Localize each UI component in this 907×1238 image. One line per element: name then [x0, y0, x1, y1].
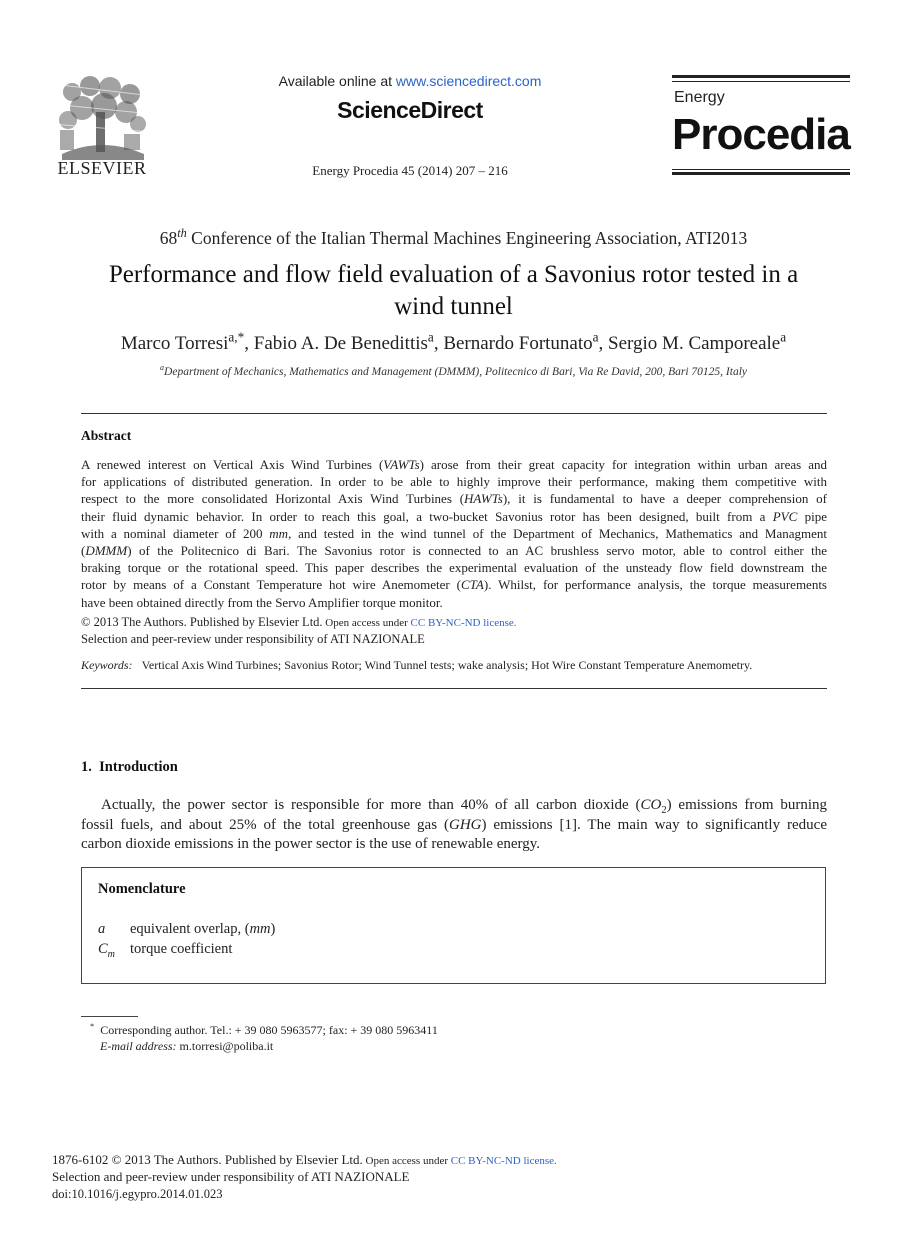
corresponding-author-text: Corresponding author. Tel.: + 39 080 5963577; fax: + 39 080 5963411 [100, 1023, 438, 1037]
paper-title-line-2: wind tunnel [394, 293, 513, 320]
author [608, 329, 787, 354]
nomenclature-definition: equivalent overlap, (mm) [130, 921, 276, 937]
author-affiliation-marker: a [427, 329, 434, 345]
text-line: braking torque or the rotational speed. This paper describes the experimental evaluation of the unsteady flow field downstream the [81, 560, 827, 576]
nomenclature-heading: Nomenclature [98, 881, 186, 897]
copyright-text: © 2013 The Authors. Published by Elsevier Ltd. [81, 615, 323, 629]
logo-bottom-rule-thin [672, 169, 850, 170]
abstract-bottom-rule [81, 688, 827, 689]
abstract-body [81, 456, 827, 611]
elsevier-tree-icon [52, 74, 152, 160]
author-name: Fabio A. De Benedittis [253, 333, 428, 354]
author-name: Bernardo Fortunato [443, 333, 593, 354]
footer-open-access-prefix: Open access under [362, 1155, 451, 1167]
keywords [81, 658, 827, 673]
journal-name-energy: Energy [674, 89, 725, 106]
footer-peer-review: Selection and peer-review under responsibility of ATI NAZIONALE [52, 1169, 410, 1184]
author-separator: , [244, 333, 254, 354]
text-line: with a nominal diameter of 200 mm, and tested in the wind tunnel of the Department of Mechanics, Mathematics and Managment [81, 525, 827, 541]
nomenclature-box [81, 867, 826, 984]
nomenclature-item [98, 919, 798, 939]
footnote-rule [81, 1016, 138, 1017]
text-line: fossil fuels, and about 25% of the total greenhouse gas (GHG) emissions [1]. The main way to significantly reduce [81, 816, 827, 833]
footer-issn-text: 1876-6102 © 2013 The Authors. Published by Elsevier Ltd. [52, 1152, 363, 1167]
author [120, 329, 245, 354]
author-affiliation-marker: a [780, 329, 787, 345]
journal-name-procedia: Procedia [672, 110, 850, 159]
keywords-text: Vertical Axis Wind Turbines; Savonius Rotor; Wind Tunnel tests; wake analysis; Hot Wire Constant Temperature Anemometry. [141, 658, 753, 672]
footnote-marker: * [90, 1022, 95, 1031]
keywords-label: Keywords: [81, 658, 133, 672]
text-line: (DMMM) of the Politecnico di Bari. The Savonius rotor is connected to an AC brushless servo motor, able to control either the [81, 543, 827, 559]
footer-issn [52, 1152, 557, 1168]
paper-title-line-1: Performance and flow field evaluation of a Savonius rotor tested in a [108, 261, 799, 288]
abstract-heading: Abstract [81, 428, 132, 443]
footnote-corresponding [90, 1023, 438, 1038]
available-online [240, 73, 580, 89]
logo-bottom-rule [672, 172, 850, 175]
elsevier-logo [52, 74, 152, 178]
text-line: have been obtained directly from the Servo Amplifier torque monitor. [81, 594, 443, 610]
introduction-body [81, 796, 827, 855]
author [443, 329, 599, 354]
section-heading-introduction: 1. Introduction [81, 759, 178, 775]
affiliation-marker: a [160, 363, 165, 373]
abstract-copyright [81, 615, 827, 630]
text-line: respect to the more consolidated Horizontal Axis Wind Turbines (HAWTs), it is fundamental to have a deeper comprehension of [81, 491, 827, 507]
email-label: E-mail address: [100, 1039, 177, 1053]
footer-doi: doi:10.1016/j.egypro.2014.01.023 [52, 1187, 223, 1201]
conference-line [40, 228, 867, 249]
author-affiliation-marker: a,* [228, 329, 245, 345]
sciencedirect-wordmark: ScienceDirect [337, 97, 483, 123]
logo-top-rule-thin [672, 81, 850, 82]
paper-title [40, 259, 867, 323]
license-link[interactable]: CC BY-NC-ND license. [410, 617, 517, 629]
nomenclature-list [98, 919, 798, 959]
text-line: for applications of distributed generation. In order to be able to highly improve their performance, making them competitive with [81, 474, 827, 490]
author-separator: , [433, 333, 444, 354]
footnote-email [100, 1039, 273, 1054]
author-affiliation-marker: a [592, 329, 599, 345]
nomenclature-symbol: a [98, 921, 106, 937]
author-separator: , [598, 333, 609, 354]
journal-citation: Energy Procedia 45 (2014) 207 – 216 [312, 163, 508, 178]
text-line: carbon dioxide emissions in the power sector is the use of renewable energy. [81, 836, 541, 852]
conference-ordinal: 68 [159, 228, 178, 248]
abstract-top-rule [81, 413, 827, 414]
nomenclature-definition: torque coefficient [130, 941, 233, 957]
available-online-prefix: Available online at [278, 73, 396, 89]
nomenclature-item [98, 939, 798, 959]
logo-top-rule [672, 75, 850, 78]
author-name: Marco Torresi [120, 333, 229, 354]
affiliation-text: Department of Mechanics, Mathematics and Management (DMMM), Politecnico di Bari, Via Re David, 200, Bari 70125, Italy [164, 366, 747, 378]
nomenclature-symbol: $C_m$ [98, 941, 115, 960]
conference-ordinal-suffix: th [177, 226, 187, 241]
open-access-prefix: Open access under [322, 617, 411, 629]
energy-procedia-logo [672, 75, 852, 177]
text-line: A renewed interest on Vertical Axis Wind Turbines (VAWTs) arose from their great capacity for integration within urban areas and [81, 457, 827, 472]
footer-license-link[interactable]: CC BY-NC-ND license. [450, 1155, 557, 1167]
text-line: their fluid dynamic behavior. In order to reach this goal, a two-bucket Savonius rotor has been designed, built from a PVC pipe [81, 508, 827, 524]
sciencedirect-link[interactable]: www.sciencedirect.com [395, 73, 542, 89]
affiliation [40, 363, 867, 378]
text-line: rotor by means of a Constant Temperature hot wire Anemometer (CTA). Whilst, for performance analysis, the torque measurements [81, 577, 827, 593]
author-list [40, 329, 867, 355]
author [253, 329, 434, 354]
conference-name: Conference of the Italian Thermal Machines Engineering Association, ATI2013 [186, 228, 748, 248]
text-line: Actually, the power sector is responsible for more than 40% of all carbon dioxide $(CO_2)$ emissions from burning [101, 797, 827, 816]
author-name: Sergio M. Camporeale [608, 333, 781, 354]
email-address[interactable]: m.torresi@poliba.it [179, 1039, 274, 1053]
abstract-peer-review: Selection and peer-review under responsibility of ATI NAZIONALE [81, 632, 425, 646]
elsevier-wordmark: ELSEVIER [57, 158, 147, 178]
